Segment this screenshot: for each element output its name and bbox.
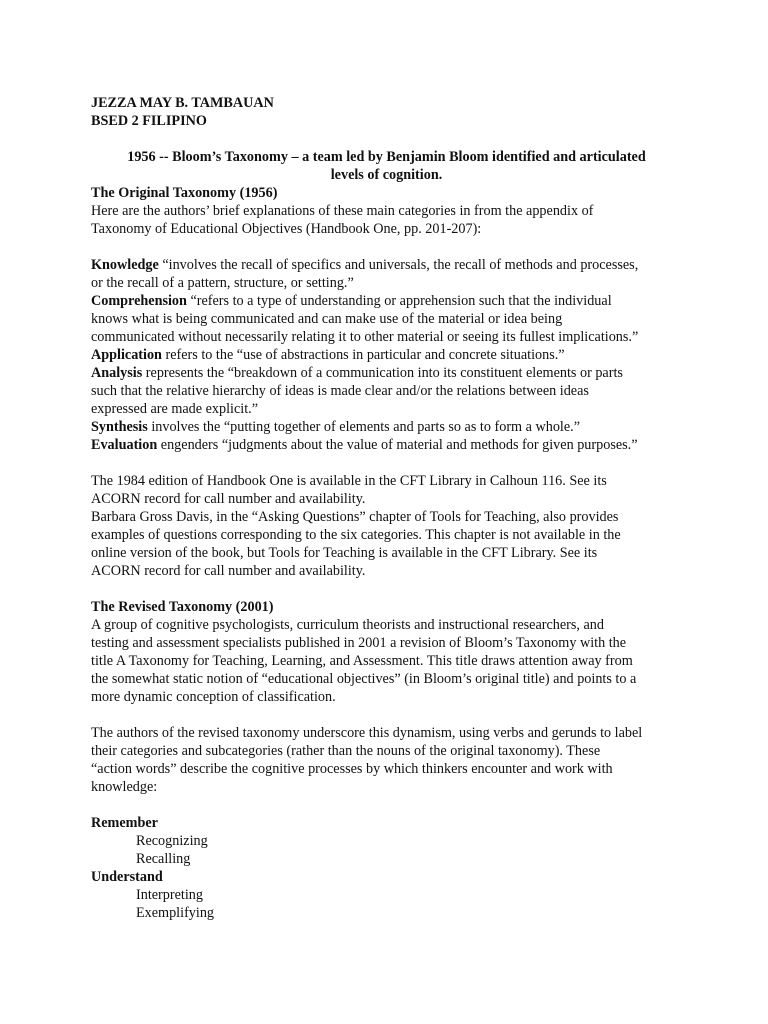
- revised-p1-line-4: the somewhat static notion of “educational objectives” (in Bloom’s original title) and points to a: [91, 671, 637, 687]
- library-p2-line-2: examples of questions corresponding to the six categories. This chapter is not available in the: [91, 527, 621, 543]
- synthesis-term: Synthesis: [91, 419, 148, 435]
- subcategory-exemplifying: Exemplifying: [136, 905, 215, 921]
- revised-p2-line-4: knowledge:: [91, 779, 158, 795]
- library-p2-line-1: Barbara Gross Davis, in the “Asking Questions” chapter of Tools for Teaching, also provides: [91, 509, 619, 525]
- analysis-text-line-3: expressed are made explicit.”: [91, 401, 259, 417]
- revised-p1-line-2: testing and assessment specialists published in 2001 a revision of Bloom’s Taxonomy with the: [91, 635, 627, 651]
- category-remember: Remember: [91, 815, 158, 831]
- spacer: [91, 238, 688, 256]
- evaluation-term: Evaluation: [91, 437, 158, 453]
- original-desc-line-2: Taxonomy of Educational Objectives (Handbook One, pp. 201-207):: [91, 221, 482, 237]
- course-label: BSED 2 FILIPINO: [91, 113, 207, 129]
- subcategory-recalling: Recalling: [136, 851, 191, 867]
- comprehension-text-line-3: communicated without necessarily relating it to other material or seeing its fullest implications.”: [91, 329, 639, 345]
- synthesis-text-line-1: involves the “putting together of elements and parts so as to form a whole.”: [147, 419, 580, 435]
- knowledge-text-line-1: “involves the recall of specifics and universals, the recall of methods and processes,: [158, 257, 639, 273]
- comprehension-term: Comprehension: [91, 293, 187, 309]
- revised-p2-line-2: their categories and subcategories (rather than the nouns of the original taxonomy). These: [91, 743, 601, 759]
- knowledge-term: Knowledge: [91, 257, 159, 273]
- subcategory-recognizing: Recognizing: [136, 833, 208, 849]
- spacer: [91, 796, 688, 814]
- spacer: [91, 454, 688, 472]
- application-text-line-1: refers to the “use of abstractions in particular and concrete situations.”: [161, 347, 565, 363]
- intro-title: [91, 148, 688, 184]
- spacer: [91, 706, 688, 724]
- author-name: JEZZA MAY B. TAMBAUAN: [91, 95, 274, 111]
- comprehension-definition: [91, 292, 688, 346]
- knowledge-definition: [91, 256, 688, 292]
- revised-p2-line-1: The authors of the revised taxonomy underscore this dynamism, using verbs and gerunds to label: [91, 725, 643, 741]
- subcategory-interpreting: Interpreting: [136, 887, 203, 903]
- revised-p1-line-1: A group of cognitive psychologists, curriculum theorists and instructional researchers, and: [91, 617, 604, 633]
- analysis-text-line-1: represents the “breakdown of a communication into its constituent elements or parts: [142, 365, 623, 381]
- revised-taxonomy-heading: The Revised Taxonomy (2001): [91, 599, 274, 615]
- evaluation-definition: [91, 436, 688, 454]
- library-p1-line-2: ACORN record for call number and availability.: [91, 491, 366, 507]
- analysis-text-line-2: such that the relative hierarchy of ideas is made clear and/or the relations between ideas: [91, 383, 589, 399]
- application-term: Application: [91, 347, 162, 363]
- spacer: [91, 580, 688, 598]
- intro-title-line-2: levels of cognition.: [330, 167, 443, 183]
- category-understand: Understand: [91, 869, 163, 885]
- original-taxonomy-heading: The Original Taxonomy (1956): [91, 185, 278, 201]
- comprehension-text-line-2: knows what is being communicated and can make use of the material or idea being: [91, 311, 563, 327]
- intro-title-line-1: 1956 -- Bloom’s Taxonomy – a team led by Benjamin Bloom identified and articulated: [127, 149, 646, 165]
- library-p2-line-4: ACORN record for call number and availability.: [91, 563, 366, 579]
- revised-p1-line-3: title A Taxonomy for Teaching, Learning, and Assessment. This title draws attention away from: [91, 653, 633, 669]
- knowledge-text-line-2: or the recall of a pattern, structure, or setting.”: [91, 275, 354, 291]
- synthesis-definition: [91, 418, 688, 436]
- revised-p1-line-5: more dynamic conception of classification.: [91, 689, 336, 705]
- comprehension-text-line-1: “refers to a type of understanding or apprehension such that the individual: [186, 293, 612, 309]
- evaluation-text-line-1: engenders “judgments about the value of material and methods for given purposes.”: [157, 437, 638, 453]
- analysis-definition: [91, 364, 688, 418]
- analysis-term: Analysis: [91, 365, 143, 381]
- application-definition: [91, 346, 688, 364]
- library-p2-line-3: online version of the book, but Tools for Teaching is available in the CFT Library. See its: [91, 545, 598, 561]
- revised-p2-line-3: “action words” describe the cognitive processes by which thinkers encounter and work with: [91, 761, 613, 777]
- library-p1-line-1: The 1984 edition of Handbook One is available in the CFT Library in Calhoun 116. See its: [91, 473, 607, 489]
- original-desc-line-1: Here are the authors’ brief explanations of these main categories in from the appendix of: [91, 203, 594, 219]
